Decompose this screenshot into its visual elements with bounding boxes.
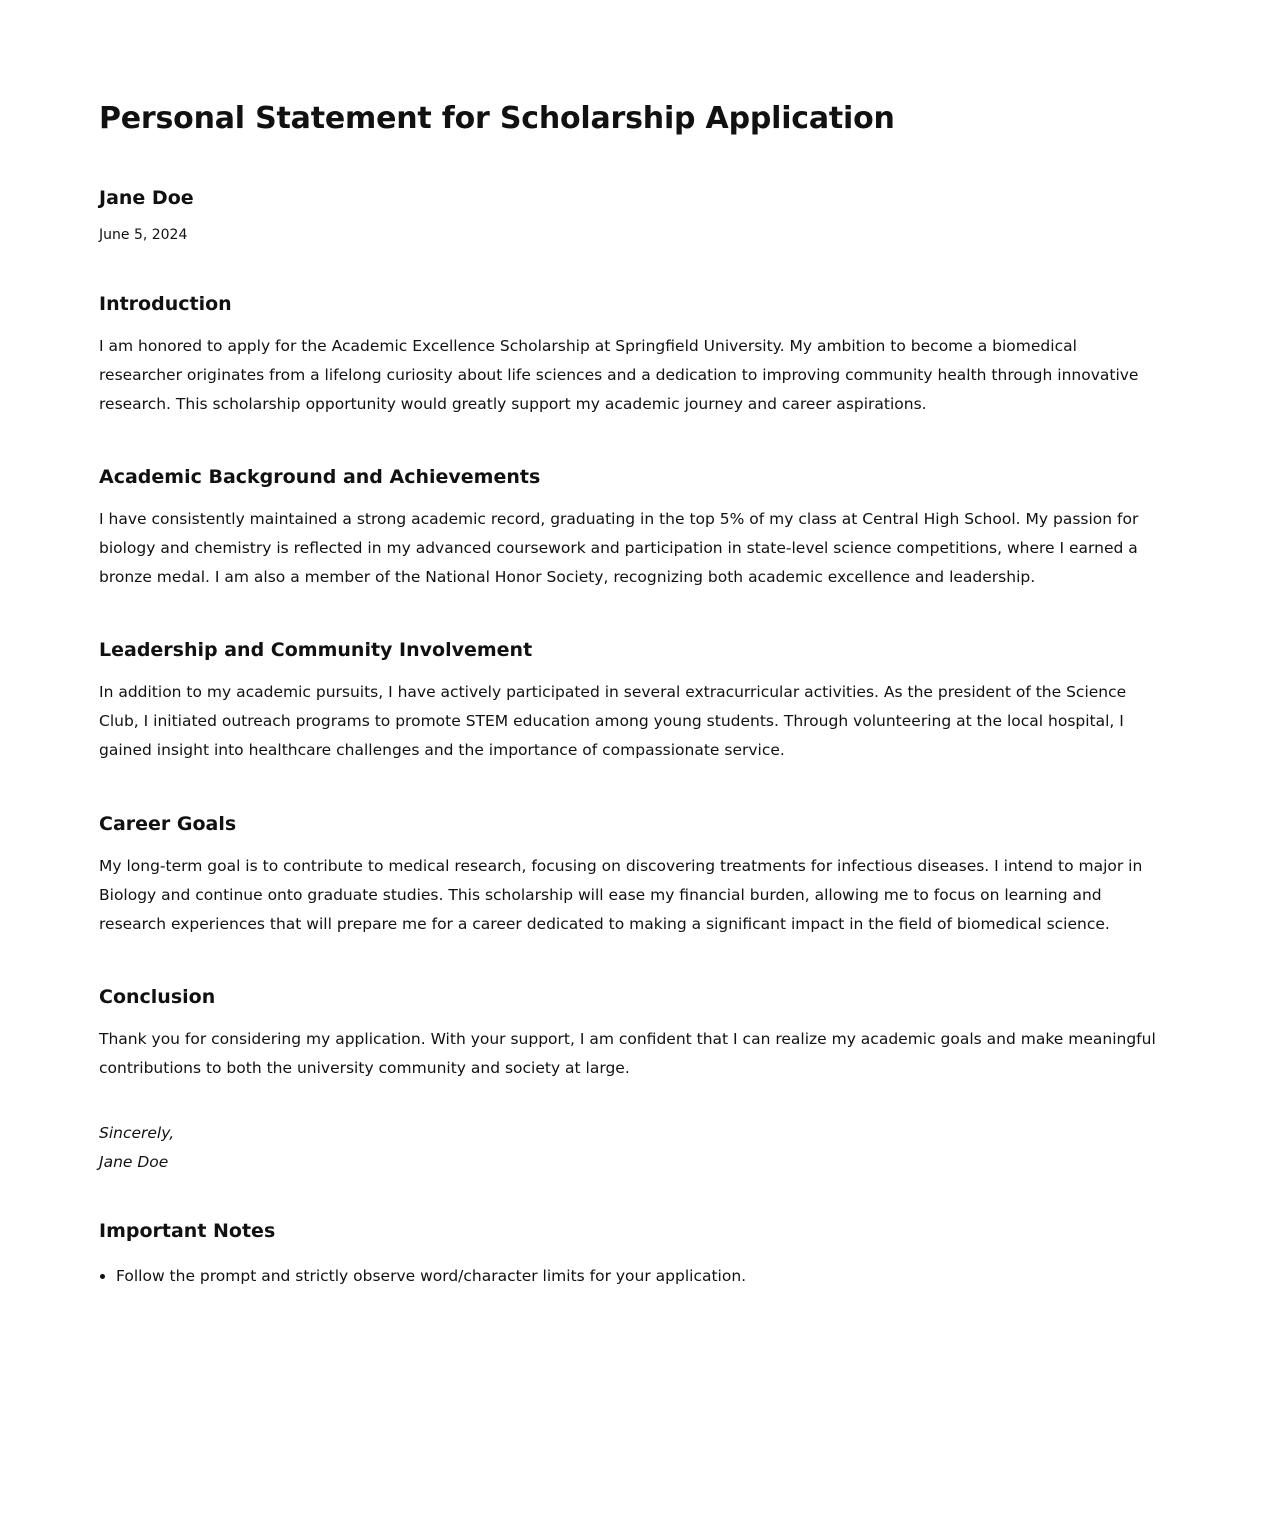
section-career-goals — [99, 810, 1163, 939]
section-heading: Academic Background and Achievements — [99, 466, 541, 488]
closing-salutation: Sincerely, — [99, 1124, 175, 1142]
section-body: My long-term goal is to contribute to medical research, focusing on discovering treatments for infectious diseases. I intend to major in Biology and continue onto graduate studies. This scholarship will ease my financial burden, allowing me to focus on learning and research experiences that will prepare me for a career dedicated to making a significant impact in the field of biomedical science. — [99, 857, 1143, 933]
document-date: June 5, 2024 — [99, 227, 188, 243]
section-academic-background — [99, 463, 1163, 592]
list-item: • Follow the prompt and strictly observe word/character limits for your application. — [116, 1264, 1163, 1288]
document-title: Personal Statement for Scholarship Application — [99, 101, 895, 136]
section-body: Thank you for considering my application. With your support, I am confident that I can realize my academic goals and make meaningful contributions to both the university community and society at large. — [99, 1030, 1156, 1077]
closing-block — [99, 1119, 1163, 1177]
important-notes — [99, 1217, 1163, 1288]
section-body: In addition to my academic pursuits, I have actively participated in several extracurricular activities. As the president of the Science Club, I initiated outreach programs to promote STEM education among young students. Through volunteering at the local hospital, I gained insight into healthcare challenges and the importance of compassionate service. — [99, 683, 1127, 759]
section-leadership — [99, 636, 1163, 765]
author-name: Jane Doe — [99, 187, 194, 209]
section-heading: Conclusion — [99, 986, 216, 1008]
section-body: I am honored to apply for the Academic Excellence Scholarship at Springfield University. My ambition to become a biomedical researcher originates from a lifelong curiosity about life sciences and a dedication to improving community health through innovative research. This scholarship opportunity would greatly support my academic journey and career aspirations. — [99, 337, 1139, 413]
section-heading: Introduction — [99, 293, 232, 315]
section-heading: Leadership and Community Involvement — [99, 639, 533, 661]
section-conclusion — [99, 983, 1163, 1083]
section-body: I have consistently maintained a strong academic record, graduating in the top 5% of my class at Central High School. My passion for biology and chemistry is reflected in my advanced coursework and participation in state-level science competitions, where I earned a bronze medal. I am also a member of the National Honor Society, recognizing both academic excellence and leadership. — [99, 510, 1139, 586]
notes-heading: Important Notes — [99, 1220, 276, 1242]
section-introduction — [99, 290, 1163, 419]
notes-list — [99, 1264, 1163, 1288]
closing-signature: Jane Doe — [99, 1153, 169, 1171]
section-heading: Career Goals — [99, 813, 237, 835]
